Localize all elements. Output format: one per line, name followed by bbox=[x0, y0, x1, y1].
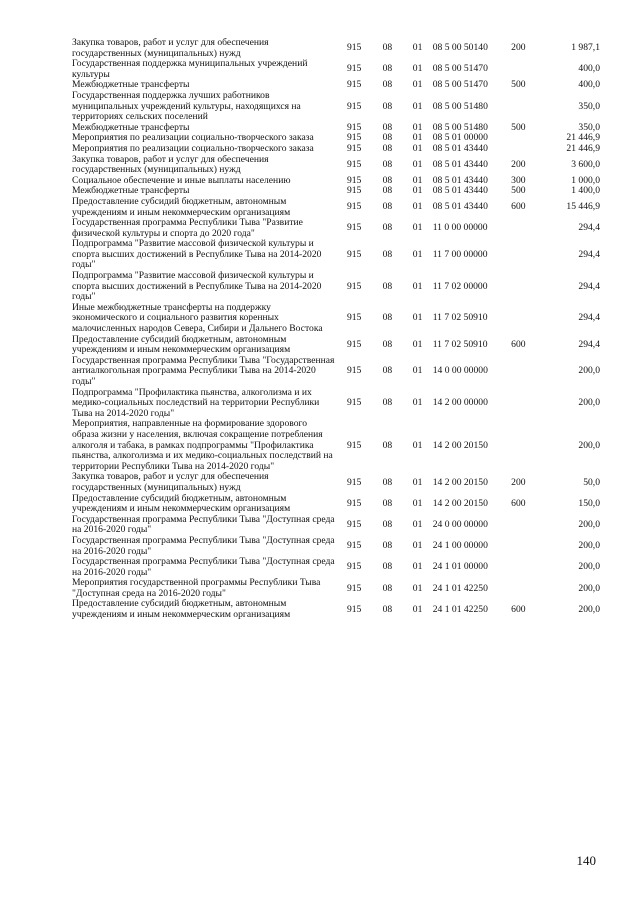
row-section-code: 08 bbox=[382, 603, 393, 615]
row-name: Закупка товаров, работ и услуг для обеспечения государственных (муниципальных) нужд bbox=[72, 471, 269, 493]
row-expense-type-code bbox=[501, 419, 535, 472]
row-section-code: 08 bbox=[382, 561, 393, 573]
row-target-article-code: 11 7 00 00000 bbox=[432, 248, 488, 260]
row-subsection-code: 01 bbox=[412, 174, 423, 186]
row-grbs-code: 915 bbox=[346, 519, 362, 531]
row-name: Межбюджетные трансферты bbox=[72, 121, 190, 133]
table-row bbox=[72, 472, 600, 493]
row-sum: 200,0 bbox=[578, 519, 600, 531]
row-grbs-code: 915 bbox=[346, 185, 362, 197]
row-grbs-code: 915 bbox=[346, 476, 362, 488]
row-subsection-code: 01 bbox=[412, 201, 423, 213]
row-target-article-code: 24 1 01 00000 bbox=[432, 561, 488, 573]
row-subsection-code: 01 bbox=[412, 132, 423, 144]
row-section-code: 08 bbox=[382, 185, 393, 197]
row-grbs-code: 915 bbox=[346, 582, 362, 594]
row-section-code: 08 bbox=[382, 365, 393, 377]
page-number: 140 bbox=[576, 853, 596, 868]
row-section-code: 08 bbox=[382, 312, 393, 324]
row-target-article-code: 08 5 00 51480 bbox=[432, 100, 488, 112]
row-subsection-code: 01 bbox=[412, 222, 423, 234]
row-name: Государственная программа Республики Тыва "Государственная антиалкогольная программа Республики Тыва на 2014-2020 годы" bbox=[72, 354, 335, 387]
table-row bbox=[72, 494, 600, 515]
row-section-code: 08 bbox=[382, 397, 393, 409]
row-name: Закупка товаров, работ и услуг для обеспечения государственных (муниципальных) нужд bbox=[72, 153, 269, 176]
row-subsection-code: 01 bbox=[412, 519, 423, 531]
row-name: Иные межбюджетные трансферты на поддержку экономического и социального развития коренных малочисленных народов Севера, Сибири и Дальнего Востока bbox=[72, 301, 323, 335]
row-expense-type-code bbox=[501, 133, 535, 144]
row-name: Закупка товаров, работ и услуг для обеспечения государственных (муниципальных) нужд bbox=[72, 37, 269, 59]
row-expense-type-code bbox=[501, 303, 535, 335]
row-target-article-code: 08 5 01 00000 bbox=[432, 132, 488, 144]
row-expense-type-code bbox=[501, 218, 535, 239]
row-name: Государственная программа Республики Тыва "Развитие физической культуры и спорта до 2020 года" bbox=[72, 217, 303, 239]
row-sum: 200,0 bbox=[578, 365, 600, 377]
row-name: Социальное обеспечение и иные выплаты населению bbox=[72, 174, 291, 186]
row-sum: 200,0 bbox=[578, 540, 600, 552]
row-target-article-code: 08 5 00 50140 bbox=[432, 42, 488, 54]
row-section-code: 08 bbox=[382, 100, 393, 112]
row-name: Подпрограмма "Развитие массовой физической культуры и спорта высших достижений в Республике Тыва на 2014-2020 годы" bbox=[72, 270, 322, 303]
row-expense-type-code bbox=[501, 388, 535, 420]
row-grbs-code: 915 bbox=[346, 158, 362, 170]
row-target-article-code: 11 7 02 50910 bbox=[432, 338, 488, 350]
table-row bbox=[72, 239, 600, 271]
row-subsection-code: 01 bbox=[412, 312, 423, 324]
row-subsection-code: 01 bbox=[412, 497, 423, 509]
row-subsection-code: 01 bbox=[412, 397, 423, 409]
row-target-article-code: 14 2 00 20150 bbox=[432, 497, 488, 509]
table-row bbox=[72, 599, 600, 620]
row-target-article-code: 08 5 01 43440 bbox=[432, 174, 488, 186]
row-sum: 200,0 bbox=[578, 603, 600, 615]
row-name: Мероприятия государственной программы Республики Тыва "Доступная среда на 2016-2020 годы" bbox=[72, 577, 321, 599]
row-name: Межбюджетные трансферты bbox=[72, 185, 190, 197]
row-expense-type-code bbox=[501, 91, 535, 123]
row-grbs-code: 915 bbox=[346, 365, 362, 377]
row-section-code: 08 bbox=[382, 439, 393, 451]
row-section-code: 08 bbox=[382, 476, 393, 488]
row-grbs-code: 915 bbox=[346, 132, 362, 144]
row-target-article-code: 08 5 01 43440 bbox=[432, 201, 488, 213]
row-grbs-code: 915 bbox=[346, 312, 362, 324]
row-grbs-code: 915 bbox=[346, 338, 362, 350]
row-sum: 400,0 bbox=[578, 79, 600, 91]
row-subsection-code: 01 bbox=[412, 185, 423, 197]
row-grbs-code: 915 bbox=[346, 174, 362, 186]
row-section-code: 08 bbox=[382, 158, 393, 170]
row-sum: 1 400,0 bbox=[571, 185, 600, 197]
row-target-article-code: 08 5 00 51480 bbox=[432, 121, 488, 133]
table-row bbox=[72, 335, 600, 356]
row-section-code: 08 bbox=[382, 79, 393, 91]
table-row bbox=[72, 155, 600, 176]
row-name: Подпрограмма "Развитие массовой физической культуры и спорта высших достижений в Республике Тыва на 2014-2020 годы" bbox=[72, 238, 322, 271]
row-expense-type-code: 600 bbox=[511, 201, 526, 213]
row-subsection-code: 01 bbox=[412, 100, 423, 112]
row-grbs-code: 915 bbox=[346, 397, 362, 409]
row-subsection-code: 01 bbox=[412, 79, 423, 91]
row-expense-type-code bbox=[501, 59, 535, 80]
row-section-code: 08 bbox=[382, 519, 393, 531]
row-expense-type-code: 600 bbox=[511, 497, 526, 509]
row-grbs-code: 915 bbox=[346, 280, 362, 292]
row-subsection-code: 01 bbox=[412, 338, 423, 350]
row-name: Предоставление субсидий бюджетным, автономным учреждениям и иным некоммерческим организациям bbox=[72, 195, 291, 218]
row-expense-type-code: 500 bbox=[511, 185, 526, 197]
row-name: Предоставление субсидий бюджетным, автономным учреждениям и иным некоммерческим организациям bbox=[72, 598, 291, 621]
row-expense-type-code: 500 bbox=[511, 121, 526, 133]
row-subsection-code: 01 bbox=[412, 603, 423, 615]
row-expense-type-code: 500 bbox=[511, 79, 526, 91]
row-subsection-code: 01 bbox=[412, 121, 423, 133]
row-grbs-code: 915 bbox=[346, 63, 362, 75]
row-expense-type-code: 600 bbox=[511, 338, 526, 350]
row-expense-type-code bbox=[501, 557, 535, 578]
table-row bbox=[72, 197, 600, 218]
table-row bbox=[72, 515, 600, 536]
row-target-article-code: 11 7 02 00000 bbox=[432, 280, 488, 292]
row-subsection-code: 01 bbox=[412, 439, 423, 451]
budget-table-body bbox=[72, 38, 600, 621]
row-target-article-code: 24 0 00 00000 bbox=[432, 519, 488, 531]
row-section-code: 08 bbox=[382, 63, 393, 75]
row-sum: 400,0 bbox=[578, 63, 600, 75]
row-subsection-code: 01 bbox=[412, 365, 423, 377]
row-sum: 15 446,9 bbox=[566, 201, 600, 213]
row-section-code: 08 bbox=[382, 142, 393, 154]
row-sum: 350,0 bbox=[578, 100, 600, 112]
table-row bbox=[72, 303, 600, 335]
budget-table bbox=[72, 38, 600, 621]
row-expense-type-code bbox=[501, 271, 535, 303]
row-section-code: 08 bbox=[382, 582, 393, 594]
row-sum: 294,4 bbox=[578, 338, 600, 350]
table-row bbox=[72, 218, 600, 239]
row-sum: 350,0 bbox=[578, 121, 600, 133]
row-name: Мероприятия, направленные на формирование здорового образа жизни у населения, включая сокращение потребления алкоголя и табака, в рамках подпрограммы "Профилактика пьянства, алкоголизма и их медико-социальных последствий на территории Республики Тыва на 2014-2020 годы" bbox=[72, 418, 333, 472]
row-expense-type-code bbox=[501, 515, 535, 536]
row-subsection-code: 01 bbox=[412, 540, 423, 552]
row-grbs-code: 915 bbox=[346, 121, 362, 133]
table-row bbox=[72, 59, 600, 80]
row-sum: 1 987,1 bbox=[571, 42, 600, 54]
table-row bbox=[72, 557, 600, 578]
row-name: Мероприятия по реализации социально-творческого заказа bbox=[72, 132, 314, 144]
table-row bbox=[72, 271, 600, 303]
row-target-article-code: 14 2 00 00000 bbox=[432, 397, 488, 409]
row-subsection-code: 01 bbox=[412, 280, 423, 292]
row-expense-type-code: 600 bbox=[511, 603, 526, 615]
table-row bbox=[72, 38, 600, 59]
row-grbs-code: 915 bbox=[346, 100, 362, 112]
row-section-code: 08 bbox=[382, 222, 393, 234]
row-section-code: 08 bbox=[382, 121, 393, 133]
row-grbs-code: 915 bbox=[346, 79, 362, 91]
row-target-article-code: 08 5 00 51470 bbox=[432, 63, 488, 75]
row-name: Государственная программа Республики Тыва "Доступная среда на 2016-2020 годы" bbox=[72, 556, 335, 578]
row-subsection-code: 01 bbox=[412, 142, 423, 154]
row-subsection-code: 01 bbox=[412, 158, 423, 170]
row-target-article-code: 11 0 00 00000 bbox=[432, 222, 488, 234]
row-subsection-code: 01 bbox=[412, 561, 423, 573]
row-grbs-code: 915 bbox=[346, 222, 362, 234]
table-row bbox=[72, 419, 600, 472]
row-sum: 1 000,0 bbox=[571, 174, 600, 186]
row-target-article-code: 24 1 00 00000 bbox=[432, 540, 488, 552]
row-expense-type-code: 300 bbox=[511, 174, 526, 186]
row-subsection-code: 01 bbox=[412, 476, 423, 488]
row-subsection-code: 01 bbox=[412, 248, 423, 260]
row-sum: 294,4 bbox=[578, 280, 600, 292]
row-grbs-code: 915 bbox=[346, 42, 362, 54]
row-sum: 21 446,9 bbox=[566, 142, 600, 154]
table-row bbox=[72, 388, 600, 420]
row-grbs-code: 915 bbox=[346, 142, 362, 154]
row-section-code: 08 bbox=[382, 280, 393, 292]
row-sum: 294,4 bbox=[578, 222, 600, 234]
row-expense-type-code: 200 bbox=[511, 476, 526, 488]
row-grbs-code: 915 bbox=[346, 439, 362, 451]
row-expense-type-code bbox=[501, 356, 535, 388]
row-name: Государственная поддержка муниципальных учреждений культуры bbox=[72, 58, 308, 80]
row-expense-type-code bbox=[501, 144, 535, 155]
row-expense-type-code: 200 bbox=[511, 158, 526, 170]
row-sum: 50,0 bbox=[583, 476, 600, 488]
row-section-code: 08 bbox=[382, 338, 393, 350]
row-name: Государственная программа Республики Тыва "Доступная среда на 2016-2020 годы" bbox=[72, 534, 335, 557]
row-name: Подпрограмма "Профилактика пьянства, алкоголизма и их медико-социальных последствий на территории Республики Тыва на 2014-2020 годы" bbox=[72, 386, 320, 419]
row-section-code: 08 bbox=[382, 540, 393, 552]
row-sum: 21 446,9 bbox=[566, 132, 600, 144]
row-section-code: 08 bbox=[382, 42, 393, 54]
row-sum: 150,0 bbox=[578, 497, 600, 509]
row-target-article-code: 14 2 00 20150 bbox=[432, 439, 488, 451]
table-row bbox=[72, 144, 600, 155]
row-subsection-code: 01 bbox=[412, 63, 423, 75]
row-section-code: 08 bbox=[382, 248, 393, 260]
row-target-article-code: 08 5 01 43440 bbox=[432, 158, 488, 170]
row-sum: 200,0 bbox=[578, 582, 600, 594]
row-sum: 294,4 bbox=[578, 248, 600, 260]
row-target-article-code: 24 1 01 42250 bbox=[432, 603, 488, 615]
row-grbs-code: 915 bbox=[346, 248, 362, 260]
row-section-code: 08 bbox=[382, 497, 393, 509]
row-section-code: 08 bbox=[382, 174, 393, 186]
row-target-article-code: 11 7 02 50910 bbox=[432, 312, 488, 324]
row-grbs-code: 915 bbox=[346, 201, 362, 213]
row-sum: 200,0 bbox=[578, 439, 600, 451]
row-expense-type-code bbox=[501, 239, 535, 271]
row-name: Государственная программа Республики Тыва "Доступная среда на 2016-2020 годы" bbox=[72, 513, 335, 536]
row-name: Межбюджетные трансферты bbox=[72, 79, 190, 91]
row-section-code: 08 bbox=[382, 201, 393, 213]
table-row bbox=[72, 356, 600, 388]
row-grbs-code: 915 bbox=[346, 561, 362, 573]
row-sum: 200,0 bbox=[578, 397, 600, 409]
row-sum: 3 600,0 bbox=[571, 158, 600, 170]
table-row bbox=[72, 91, 600, 123]
row-expense-type-code: 200 bbox=[511, 42, 526, 54]
row-name: Предоставление субсидий бюджетным, автономным учреждениям и иным некоммерческим организациям bbox=[72, 333, 291, 356]
row-name: Предоставление субсидий бюджетным, автономным учреждениям и иным некоммерческим организациям bbox=[72, 492, 291, 515]
row-expense-type-code bbox=[501, 536, 535, 557]
row-grbs-code: 915 bbox=[346, 497, 362, 509]
table-row bbox=[72, 536, 600, 557]
row-target-article-code: 08 5 01 43440 bbox=[432, 142, 488, 154]
row-target-article-code: 24 1 01 42250 bbox=[432, 582, 488, 594]
row-target-article-code: 14 2 00 20150 bbox=[432, 476, 488, 488]
row-name: Мероприятия по реализации социально-творческого заказа bbox=[72, 142, 314, 154]
row-subsection-code: 01 bbox=[412, 42, 423, 54]
row-name: Государственная поддержка лучших работников муниципальных учреждений культуры, находящихся на территориях сельских поселений bbox=[72, 89, 301, 123]
row-target-article-code: 08 5 01 43440 bbox=[432, 185, 488, 197]
table-row bbox=[72, 578, 600, 599]
row-subsection-code: 01 bbox=[412, 582, 423, 594]
row-sum: 294,4 bbox=[578, 312, 600, 324]
row-section-code: 08 bbox=[382, 132, 393, 144]
row-grbs-code: 915 bbox=[346, 603, 362, 615]
row-grbs-code: 915 bbox=[346, 540, 362, 552]
row-sum: 200,0 bbox=[578, 561, 600, 573]
row-expense-type-code bbox=[501, 578, 535, 599]
row-target-article-code: 14 0 00 00000 bbox=[432, 365, 488, 377]
row-target-article-code: 08 5 00 51470 bbox=[432, 79, 488, 91]
